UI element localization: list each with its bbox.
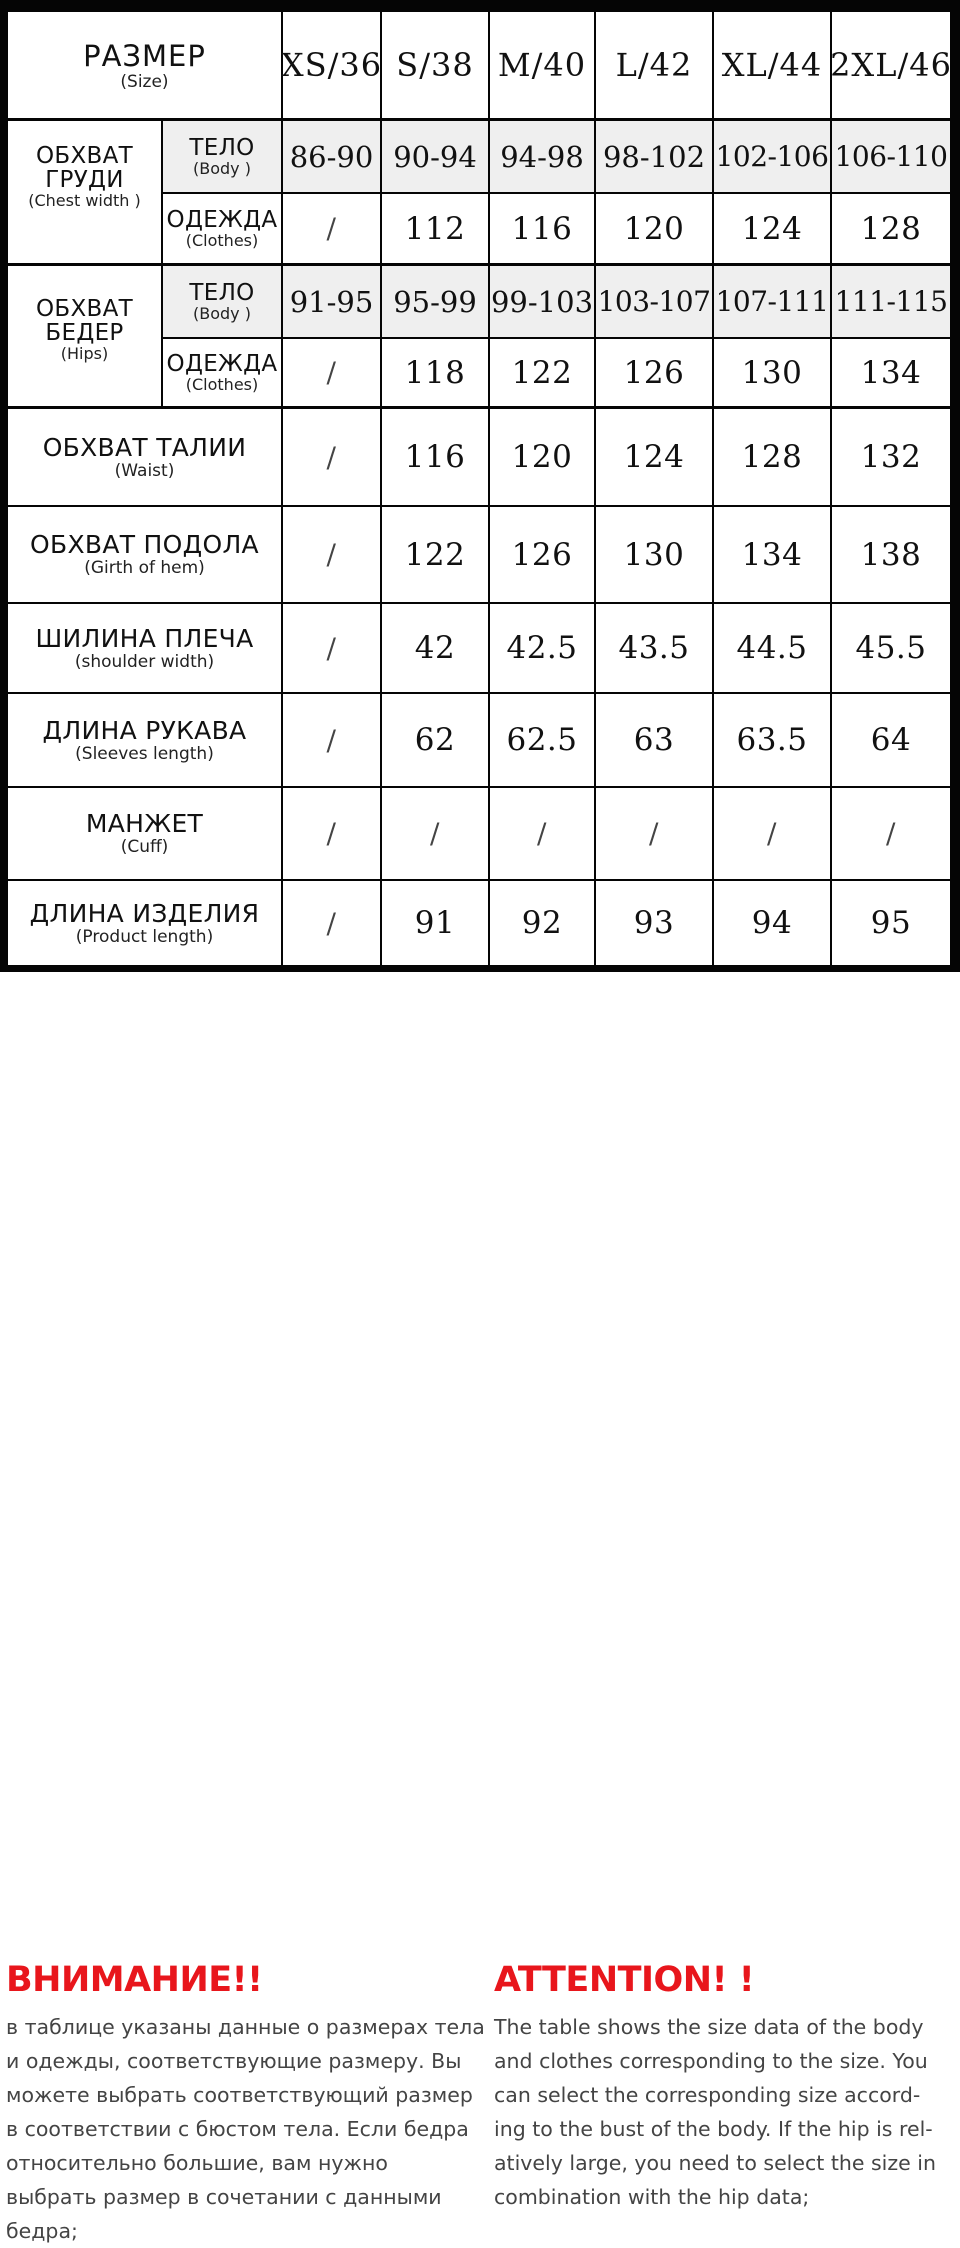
value-cell xyxy=(382,604,488,692)
size-value: 128 xyxy=(860,210,922,247)
row-label xyxy=(8,694,281,786)
group-label-ru-line: ОБХВАТ xyxy=(35,296,133,322)
size-value: 134 xyxy=(860,354,922,391)
size-value: / xyxy=(326,538,337,571)
value-cell xyxy=(490,788,594,879)
attention-line: The table shows the size data of the body xyxy=(494,2015,924,2039)
value-cell xyxy=(283,194,380,263)
size-value: 64 xyxy=(870,722,912,758)
size-code: XS/36 xyxy=(280,46,383,84)
size-header-ru: РАЗМЕР xyxy=(83,39,206,73)
row-label-ru: МАНЖЕТ xyxy=(85,809,204,838)
value-cell xyxy=(714,788,830,879)
row-label-ru: ШИЛИНА ПЛЕЧА xyxy=(35,623,254,653)
size-column-header xyxy=(490,12,594,118)
size-value: 91 xyxy=(414,905,456,941)
size-value: 130 xyxy=(741,354,803,391)
size-value: 120 xyxy=(623,210,685,247)
size-value: 99-103 xyxy=(490,284,594,319)
sub-label-ru: ОДЕЖДА xyxy=(166,350,278,377)
size-value: 124 xyxy=(623,439,685,475)
row-label-en: (Girth of hem) xyxy=(84,558,205,578)
value-cell xyxy=(832,604,950,692)
value-cell xyxy=(490,194,594,263)
row-label-en: (Cuff) xyxy=(120,837,169,857)
attention-line: в таблице указаны данные о размерах тела xyxy=(6,2015,485,2039)
size-value: 122 xyxy=(511,354,573,391)
value-cell xyxy=(382,121,488,192)
size-value: / xyxy=(326,906,337,940)
size-table xyxy=(0,0,960,972)
value-cell xyxy=(283,121,380,192)
size-code: XL/44 xyxy=(721,46,823,84)
value-cell xyxy=(382,266,488,337)
sub-label-en: (Clothes) xyxy=(185,374,259,394)
attention-line: combination with the hip data; xyxy=(494,2185,810,2209)
size-value: 102-106 xyxy=(715,140,829,173)
value-cell xyxy=(714,339,830,406)
attention-line: выбрать размер в сочетании с данными xyxy=(6,2185,442,2209)
value-cell xyxy=(382,409,488,505)
row-label-en: (Product length) xyxy=(75,926,214,947)
value-cell xyxy=(490,881,594,965)
row-label-en: (shoulder width) xyxy=(74,651,215,672)
size-value: 116 xyxy=(511,210,573,247)
size-value: 94 xyxy=(751,905,793,941)
size-value: 107-111 xyxy=(715,285,829,318)
row-label-ru: ДЛИНА ИЗДЕЛИЯ xyxy=(29,898,260,928)
attention-line: atively large, you need to select the size in xyxy=(494,2151,936,2175)
size-value: / xyxy=(326,212,337,245)
group-label-ru-line: ОБХВАТ xyxy=(35,143,133,169)
attention-line: относительно большие, вам нужно xyxy=(6,2151,388,2175)
value-cell xyxy=(490,507,594,602)
value-cell xyxy=(596,266,712,337)
value-cell xyxy=(490,604,594,692)
chest-group-label xyxy=(8,121,161,263)
size-value: 42.5 xyxy=(506,630,578,666)
size-value: 126 xyxy=(511,536,573,573)
attention-line: можете выбрать соответствующий размер xyxy=(6,2083,473,2107)
value-cell xyxy=(596,339,712,406)
size-value: 93 xyxy=(633,905,675,941)
value-cell xyxy=(714,194,830,263)
size-value: 45.5 xyxy=(855,630,927,666)
row-label-ru: ОБХВАТ ПОДОЛА xyxy=(30,530,259,559)
attention-title-en: ATTENTION! ! xyxy=(494,1960,755,2000)
value-cell xyxy=(596,409,712,505)
attention-line: в соответствии с бюстом тела. Если бедра xyxy=(6,2117,469,2141)
value-cell xyxy=(283,507,380,602)
sub-label-ru: ТЕЛО xyxy=(189,279,255,306)
size-value: 63 xyxy=(633,722,675,758)
size-value: 98-102 xyxy=(602,139,706,174)
size-value: 43.5 xyxy=(618,630,690,666)
value-cell xyxy=(714,266,830,337)
sub-label-body xyxy=(163,121,281,192)
size-value: 126 xyxy=(623,354,685,391)
size-value: 95-99 xyxy=(393,284,477,319)
size-value: 124 xyxy=(741,210,803,247)
size-value: 86-90 xyxy=(289,139,374,174)
attention-text-en xyxy=(494,2010,954,2214)
size-value: 42 xyxy=(414,630,456,666)
attention-text-ru xyxy=(6,2010,485,2248)
size-value: 62.5 xyxy=(506,722,578,758)
size-value: 94-98 xyxy=(500,139,584,174)
size-value: / xyxy=(326,631,337,665)
size-value: 90-94 xyxy=(393,139,477,174)
size-code: S/38 xyxy=(396,46,474,84)
value-cell xyxy=(832,507,950,602)
value-cell xyxy=(382,694,488,786)
value-cell xyxy=(596,788,712,879)
value-cell xyxy=(382,881,488,965)
value-cell xyxy=(832,266,950,337)
size-value: 134 xyxy=(741,536,803,573)
size-value: / xyxy=(326,440,337,474)
size-code: 2XL/46 xyxy=(830,46,952,84)
hips-group-label xyxy=(8,266,161,406)
size-value: / xyxy=(430,817,440,850)
sub-label-en: (Clothes) xyxy=(185,230,259,250)
size-value: 91-95 xyxy=(289,284,374,319)
size-value: 62 xyxy=(414,722,456,758)
value-cell xyxy=(382,194,488,263)
size-code: L/42 xyxy=(615,46,693,84)
value-cell xyxy=(596,121,712,192)
value-cell xyxy=(382,788,488,879)
value-cell xyxy=(714,121,830,192)
size-value: 130 xyxy=(623,536,685,573)
size-value: 106-110 xyxy=(834,140,948,173)
value-cell xyxy=(832,788,950,879)
notes-section xyxy=(0,972,960,2243)
row-label xyxy=(8,881,281,965)
value-cell xyxy=(283,339,380,406)
value-cell xyxy=(490,266,594,337)
size-value: 103-107 xyxy=(597,285,711,318)
row-label xyxy=(8,604,281,692)
size-column-header xyxy=(596,12,712,118)
value-cell xyxy=(714,604,830,692)
size-value: / xyxy=(326,356,337,389)
value-cell xyxy=(596,694,712,786)
size-value: / xyxy=(326,817,337,850)
row-label xyxy=(8,788,281,879)
value-cell xyxy=(283,409,380,505)
group-label-en: (Chest width ) xyxy=(28,191,141,210)
row-label xyxy=(8,507,281,602)
size-value: / xyxy=(649,817,659,850)
value-cell xyxy=(596,507,712,602)
size-value: 92 xyxy=(521,905,563,941)
value-cell xyxy=(714,694,830,786)
size-header-label xyxy=(8,12,281,118)
value-cell xyxy=(596,604,712,692)
sub-label-body xyxy=(163,266,281,337)
group-label-en: (Hips) xyxy=(60,344,109,363)
size-value: 44.5 xyxy=(736,630,808,666)
value-cell xyxy=(490,339,594,406)
value-cell xyxy=(714,409,830,505)
value-cell xyxy=(832,881,950,965)
value-cell xyxy=(283,604,380,692)
attention-title-ru: ВНИМАНИЕ!! xyxy=(6,1960,263,2000)
sub-label-ru: ОДЕЖДА xyxy=(166,206,278,233)
size-value: 95 xyxy=(870,905,912,941)
size-value: 112 xyxy=(404,210,466,247)
size-header-en: (Size) xyxy=(120,72,169,92)
size-value: 122 xyxy=(404,536,466,573)
value-cell xyxy=(832,694,950,786)
sub-label-ru: ТЕЛО xyxy=(189,134,255,161)
sub-label-clothes xyxy=(163,194,281,263)
value-cell xyxy=(283,694,380,786)
attention-line: and clothes corresponding to the size. You xyxy=(494,2049,928,2073)
group-label-ru-line: БЕДЕР xyxy=(45,320,124,346)
value-cell xyxy=(283,788,380,879)
value-cell xyxy=(382,507,488,602)
attention-line: и одежды, соответствующие размеру. Вы xyxy=(6,2049,462,2073)
size-value: 132 xyxy=(860,439,922,475)
row-label-en: (Waist) xyxy=(114,460,175,481)
sub-label-en: (Body ) xyxy=(193,158,251,178)
row-label xyxy=(8,409,281,505)
value-cell xyxy=(832,121,950,192)
size-value: / xyxy=(767,817,777,850)
value-cell xyxy=(283,881,380,965)
value-cell xyxy=(832,339,950,406)
size-value: 138 xyxy=(860,536,922,573)
size-value: 128 xyxy=(741,439,803,475)
group-label-ru-line: ГРУДИ xyxy=(45,167,124,193)
value-cell xyxy=(490,694,594,786)
value-cell xyxy=(832,194,950,263)
row-label-ru: ДЛИНА РУКАВА xyxy=(42,715,247,745)
row-label-en: (Sleeves length) xyxy=(75,743,214,764)
sub-label-en: (Body ) xyxy=(193,303,251,323)
size-value: 120 xyxy=(511,439,573,475)
value-cell xyxy=(283,266,380,337)
value-cell xyxy=(490,409,594,505)
value-cell xyxy=(490,121,594,192)
size-value: 111-115 xyxy=(834,285,948,318)
size-value: 116 xyxy=(404,439,466,475)
attention-line: бедра; xyxy=(6,2219,78,2243)
value-cell xyxy=(832,409,950,505)
size-value: / xyxy=(886,817,896,850)
value-cell xyxy=(714,507,830,602)
size-value: 63.5 xyxy=(736,722,808,758)
value-cell xyxy=(714,881,830,965)
size-value: 118 xyxy=(404,354,466,391)
value-cell xyxy=(596,881,712,965)
size-column-header xyxy=(832,12,950,118)
row-label-ru: ОБХВАТ ТАЛИИ xyxy=(42,432,247,462)
size-column-header xyxy=(714,12,830,118)
size-column-header xyxy=(280,12,383,118)
sub-label-clothes xyxy=(163,339,281,406)
value-cell xyxy=(596,194,712,263)
attention-line: can select the corresponding size accord- xyxy=(494,2083,921,2107)
attention-line: ing to the bust of the body. If the hip is rel- xyxy=(494,2117,933,2141)
size-value: / xyxy=(326,723,337,757)
size-code: M/40 xyxy=(497,46,587,84)
size-value: / xyxy=(537,817,547,850)
size-column-header xyxy=(382,12,488,118)
value-cell xyxy=(382,339,488,406)
